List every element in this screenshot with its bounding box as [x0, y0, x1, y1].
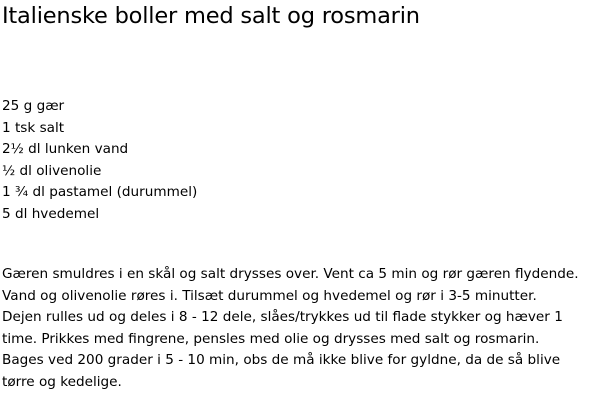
recipe-title: Italienske boller med salt og rosmarin [2, 3, 420, 29]
ingredient-list [2, 96, 197, 225]
method-text [2, 264, 601, 394]
ingredient-item: ½ dl olivenolie [2, 162, 102, 179]
ingredient-item: 1 tsk salt [2, 119, 65, 136]
method-line: Dejen rulles ud og deles i 8 - 12 dele, slåes/trykkes ud til flade stykker og hæver 1 [2, 309, 563, 326]
ingredient-item: 5 dl hvedemel [2, 205, 100, 222]
method-line: tørre og kedelige. [2, 373, 122, 390]
method-line: time. Prikkes med fingrene, pensles med olie og drysses med salt og rosmarin. [2, 330, 540, 347]
method-line: Vand og olivenolie røres i. Tilsæt durummel og hvedemel og rør i 3-5 minutter. [2, 287, 537, 304]
ingredient-item: 2½ dl lunken vand [2, 141, 129, 157]
ingredient-item: 25 g gær [2, 98, 65, 114]
ingredient-item: 1 ¾ dl pastamel (durummel) [2, 184, 198, 200]
method-line: Gæren smuldres i en skål og salt drysses over. Vent ca 5 min og rør gæren flydende. [2, 266, 579, 282]
method-line: Bages ved 200 grader i 5 - 10 min, obs de må ikke blive for gyldne, da de så blive [2, 352, 561, 369]
